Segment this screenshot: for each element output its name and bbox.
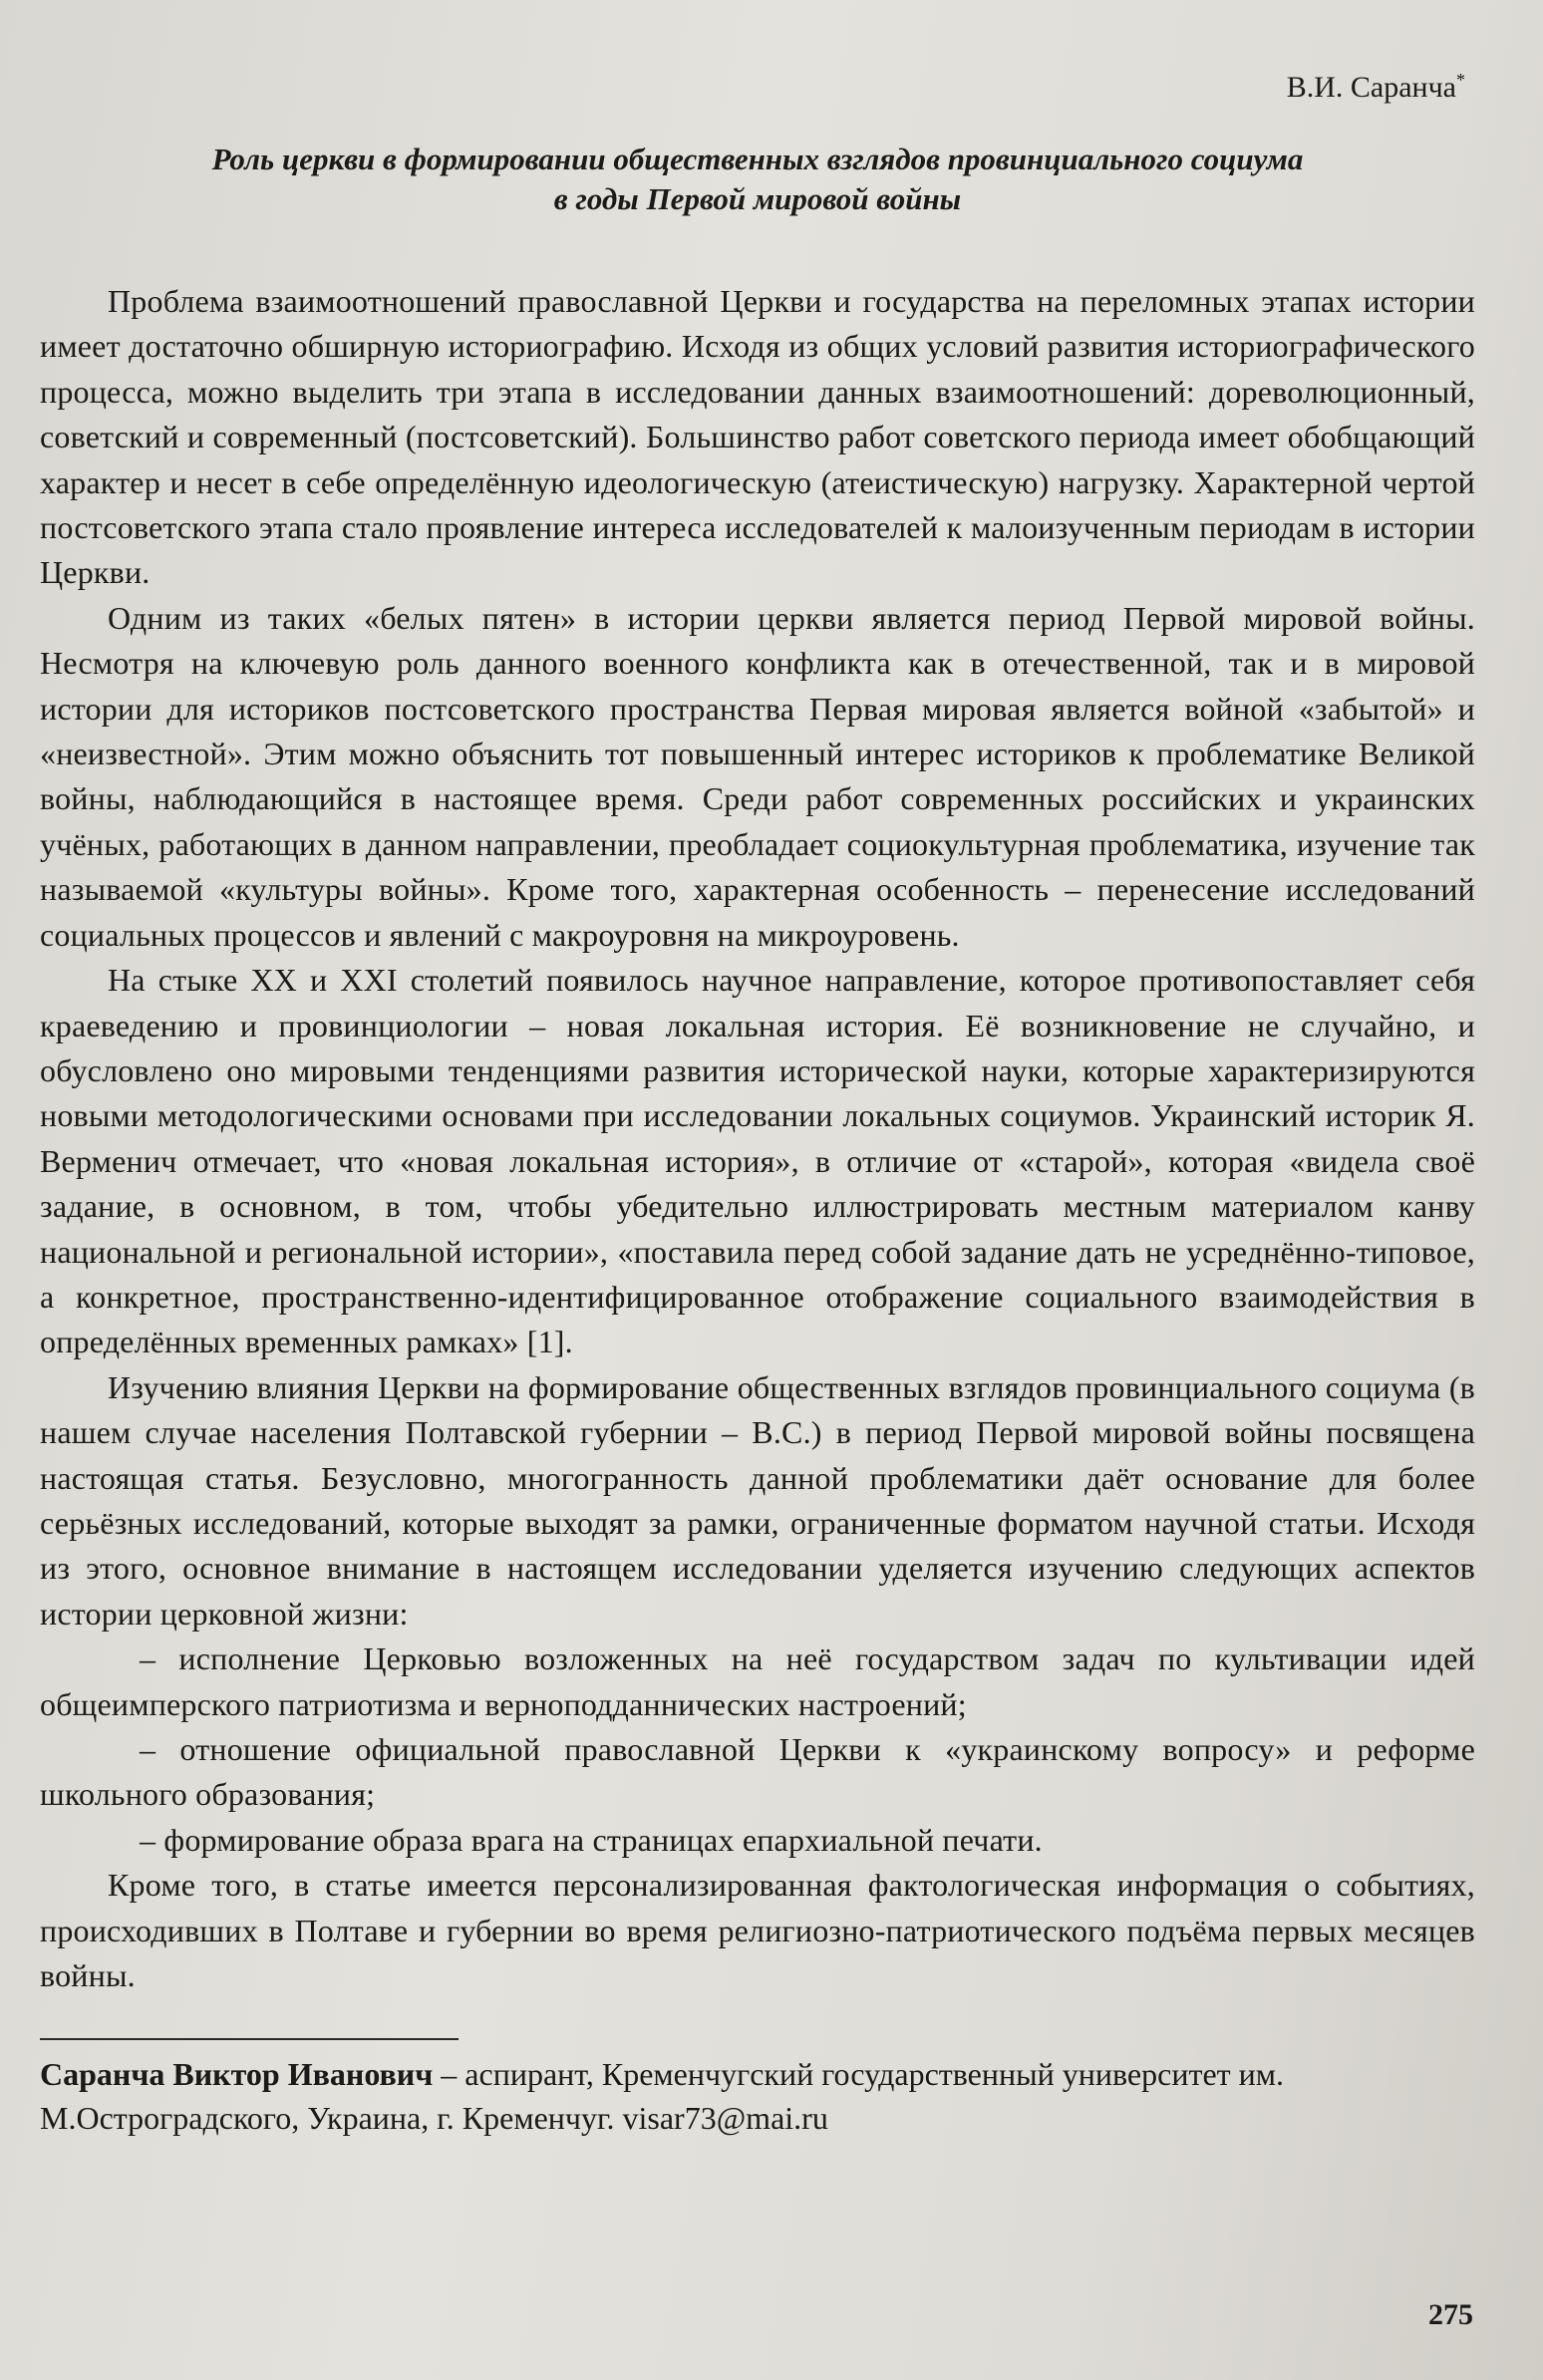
- footnote-marker: *: [1456, 70, 1465, 90]
- article-title: [40, 140, 1475, 219]
- footnote-author-name: Саранча Виктор Иванович: [40, 2056, 434, 2093]
- paragraph-5: Кроме того, в статье имеется персонализированная фактологическая информация о событиях, происходивших в Полтаве и губернии во время религиозно-патриотического подъёма первых месяцев войны.: [40, 1867, 1475, 1994]
- page-number: 275: [1428, 2298, 1473, 2331]
- author-footnote: [40, 2052, 1475, 2140]
- article-body: [40, 279, 1475, 1998]
- list-item-1: – исполнение Церковью возложенных на неё государством задач по культивации идей общеимперского патриотизма и верноподданнических настроений;: [40, 1640, 1475, 1722]
- title-line-1: Роль церкви в формировании общественных взглядов провинциального социума: [211, 142, 1304, 176]
- paragraph-3: На стыке XX и XXI столетий появилось научное направление, которое противопоставляет себя краеведению и провинциологии – новая локальная история. Её возникновение не случайно, и обусловлено оно мировыми тенденциями развития исторической науки, которые характеризируются новыми методологическими основами при исследовании локальных социумов. Украинский историк Я. Верменич отмечает, что «новая локальная история», в отличие от «старой», которая «видела своё задание, в основном, в том, чтобы убедительно иллюстрировать местным материалом канву национальной и региональной истории», «поставила перед собой задание дать не усреднённо-типовое, а конкретное, пространственно-идентифицированное отображение социального взаимодействия в определённых временных рамках» [1].: [40, 962, 1475, 1360]
- footnote-divider: [40, 2038, 459, 2040]
- author-header: [40, 60, 1465, 104]
- list-item-2: – отношение официальной православной Церкви к «украинскому вопросу» и реформе школьного образования;: [40, 1731, 1475, 1813]
- author-name: В.И. Саранча: [1286, 71, 1456, 104]
- list-item-3: – формирование образа врага на страницах епархиальной печати.: [140, 1821, 1043, 1858]
- paragraph-2: Одним из таких «белых пятен» в истории церкви является период Первой мировой войны. Несмотря на ключевую роль данного военного конфликта как в отечественной, так и в мировой истории для историков постсоветского пространства Первая мировая является войной «забытой» и «неизвестной». Этим можно объяснить тот повышенный интерес историков к проблематике Великой войны, наблюдающийся в настоящее время. Среди работ современных российских и украинских учёных, работающих в данном направлении, преобладает социокультурная проблематика, изучение так называемой «культуры войны». Кроме того, характерная особенность – перенесение исследований социальных процессов и явлений с макроуровня на микроуровень.: [40, 599, 1475, 953]
- paragraph-4: Изучению влияния Церкви на формирование общественных взглядов провинциального социума (в нашем случае населения Полтавской губернии – В.С.) в период Первой мировой войны посвящена настоящая статья. Безусловно, многогранность данной проблематики даёт основание для более серьёзных исследований, которые выходят за рамки, ограниченные форматом научной статьи. Исходя из этого, основное внимание в настоящем исследовании уделяется изучению следующих аспектов истории церковной жизни:: [40, 1368, 1475, 1632]
- footnote-affiliation: – аспирант, Кременчугский государственный университет им. М.Остроградского, Украина, г. Кременчуг. visar73@mai.ru: [40, 2056, 1284, 2137]
- paragraph-1: Проблема взаимоотношений православной Церкви и государства на переломных этапах истории имеет достаточно обширную историографию. Исходя из общих условий развития историографического процесса, можно выделить три этапа в исследовании данных взаимоотношений: дореволюционный, советский и современный (постсоветский). Большинство работ советского периода имеет обобщающий характер и несет в себе определённую идеологическую (атеистическую) нагрузку. Характерной чертой постсоветского этапа стало проявление интереса исследователей к малоизученным периодам в истории Церкви.: [40, 283, 1475, 591]
- page-content: [40, 60, 1475, 2140]
- title-line-2: в годы Первой мировой войны: [553, 181, 962, 216]
